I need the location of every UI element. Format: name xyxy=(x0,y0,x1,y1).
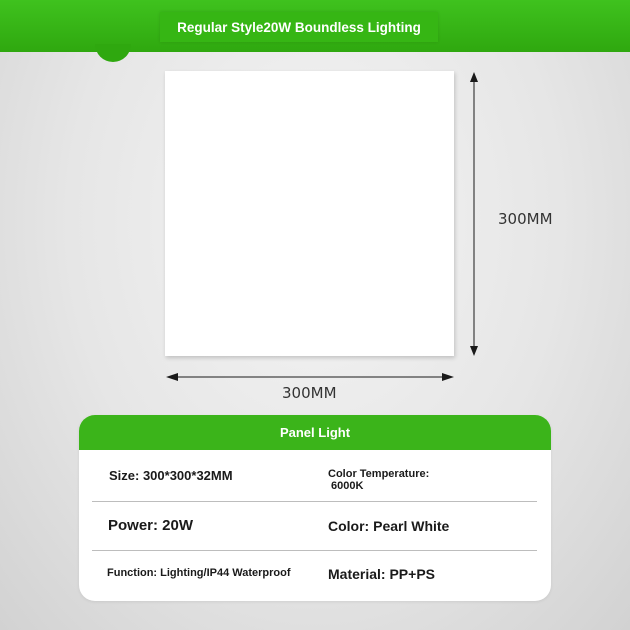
banner-title: Regular Style20W Boundless Lighting xyxy=(177,19,421,35)
spec-card-header xyxy=(79,415,551,450)
spec-divider-1 xyxy=(92,501,537,502)
spec-color: Color: Pearl White xyxy=(328,518,450,534)
spec-function: Function: Lighting/IP44 Waterproof xyxy=(107,567,291,579)
spec-card xyxy=(79,415,551,601)
width-dimension-arrow xyxy=(166,369,454,385)
height-dimension-label: 300MM xyxy=(498,210,553,228)
spec-size: Size: 300*300*32MM xyxy=(109,468,233,483)
height-dimension-arrow xyxy=(466,72,482,356)
banner-notch xyxy=(95,44,131,62)
banner-title-box xyxy=(160,12,438,42)
spec-material: Material: PP+PS xyxy=(328,566,435,582)
spec-card-title: Panel Light xyxy=(279,425,351,440)
spec-color-temperature-value: 6000K xyxy=(331,480,364,492)
spec-divider-2 xyxy=(92,550,537,551)
panel-light-image xyxy=(165,71,454,356)
width-dimension-label: 300MM xyxy=(282,384,337,402)
spec-color-temperature-label: Color Temperature: xyxy=(328,468,430,480)
spec-power: Power: 20W xyxy=(108,517,194,534)
